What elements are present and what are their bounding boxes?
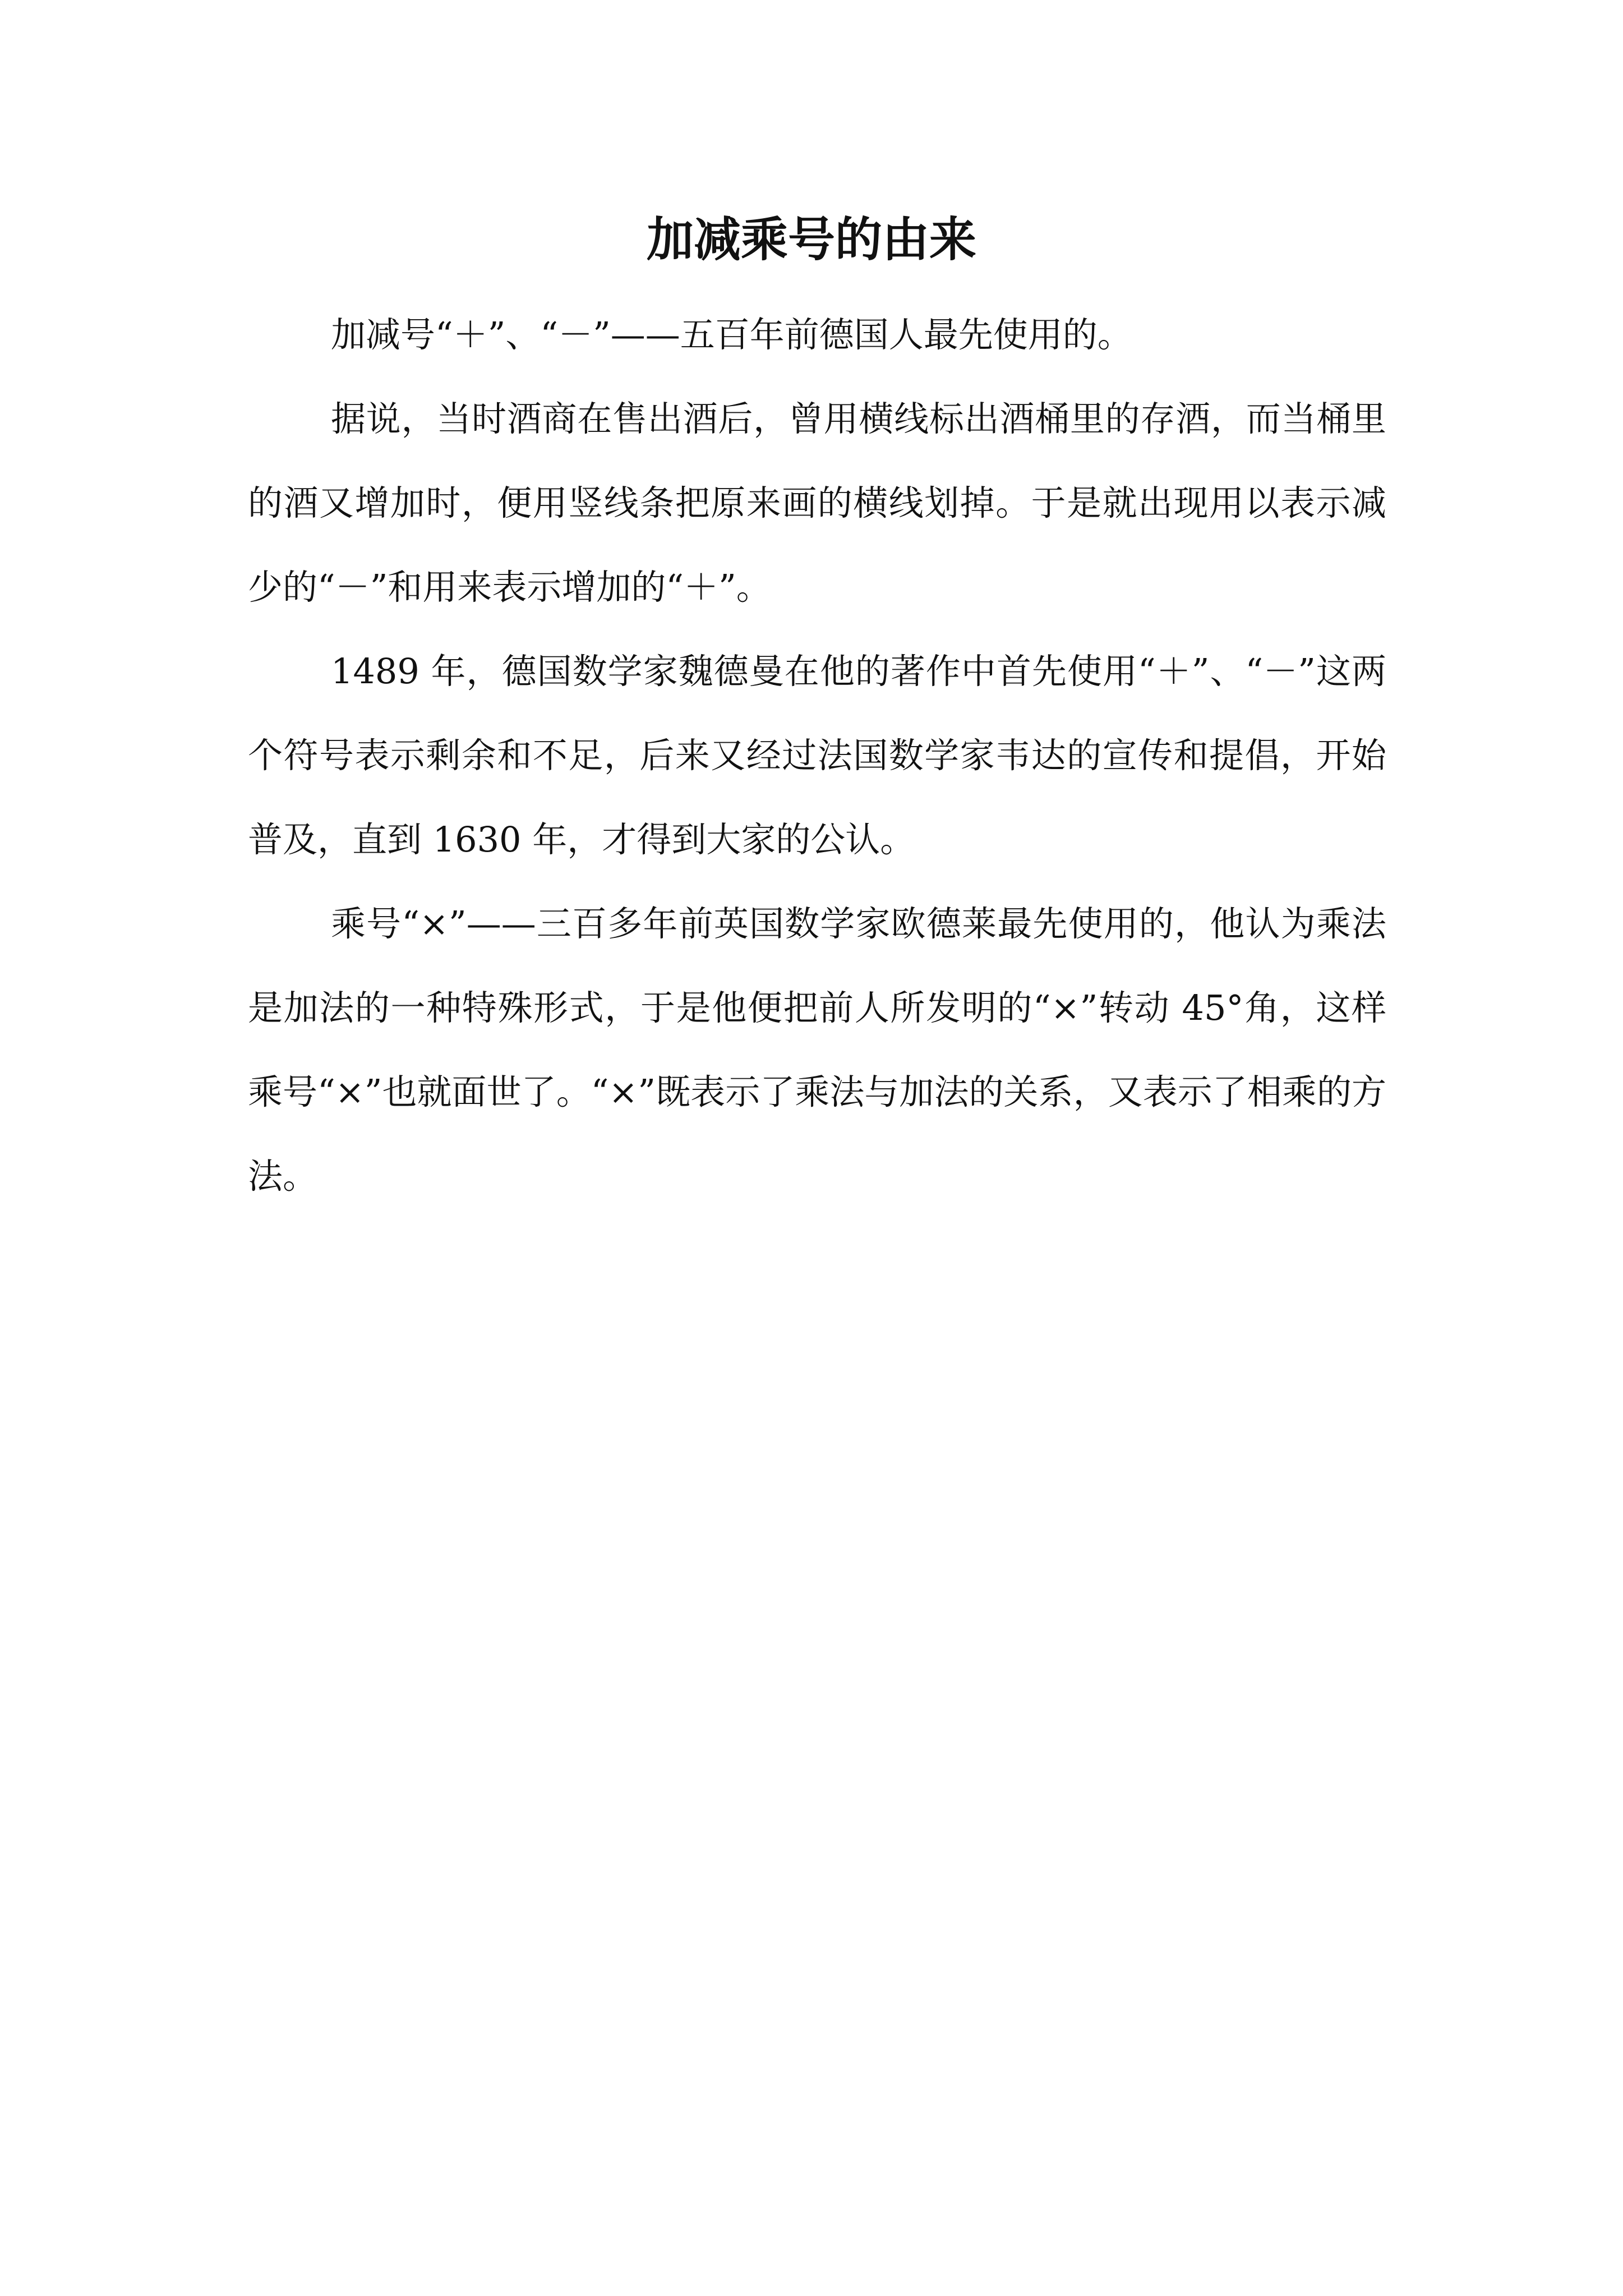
- document-body: [248, 293, 1386, 1218]
- paragraph-origin-story: 据说，当时酒商在售出酒后，曾用横线标出酒桶里的存酒，而当桶里的酒又增加时，便用竖线条把原来画的横线划掉。于是就出现用以表示减少的“－”和用来表示增加的“＋”。: [248, 398, 1386, 608]
- paragraph-history: 1489 年，德国数学家魏德曼在他的著作中首先使用“＋”、“－”这两个符号表示剩余和不足，后来又经过法国数学家韦达的宣传和提倡，开始普及，直到 1630 年，才得到大家的公认。: [248, 651, 1386, 860]
- page-title: 加减乘号的由来: [646, 212, 976, 267]
- paragraph-intro: 加减号“＋”、“－”——五百年前德国人最先使用的。: [331, 314, 1132, 355]
- paragraph-multiplication: 乘号“×”——三百多年前英国数学家欧德莱最先使用的，他认为乘法是加法的一种特殊形式，于是他便把前人所发明的“×”转动 45°角，这样乘号“×”也就面世了。“×”既表示了乘法与加法的关系，又表示了相乘的方法。: [248, 903, 1386, 1197]
